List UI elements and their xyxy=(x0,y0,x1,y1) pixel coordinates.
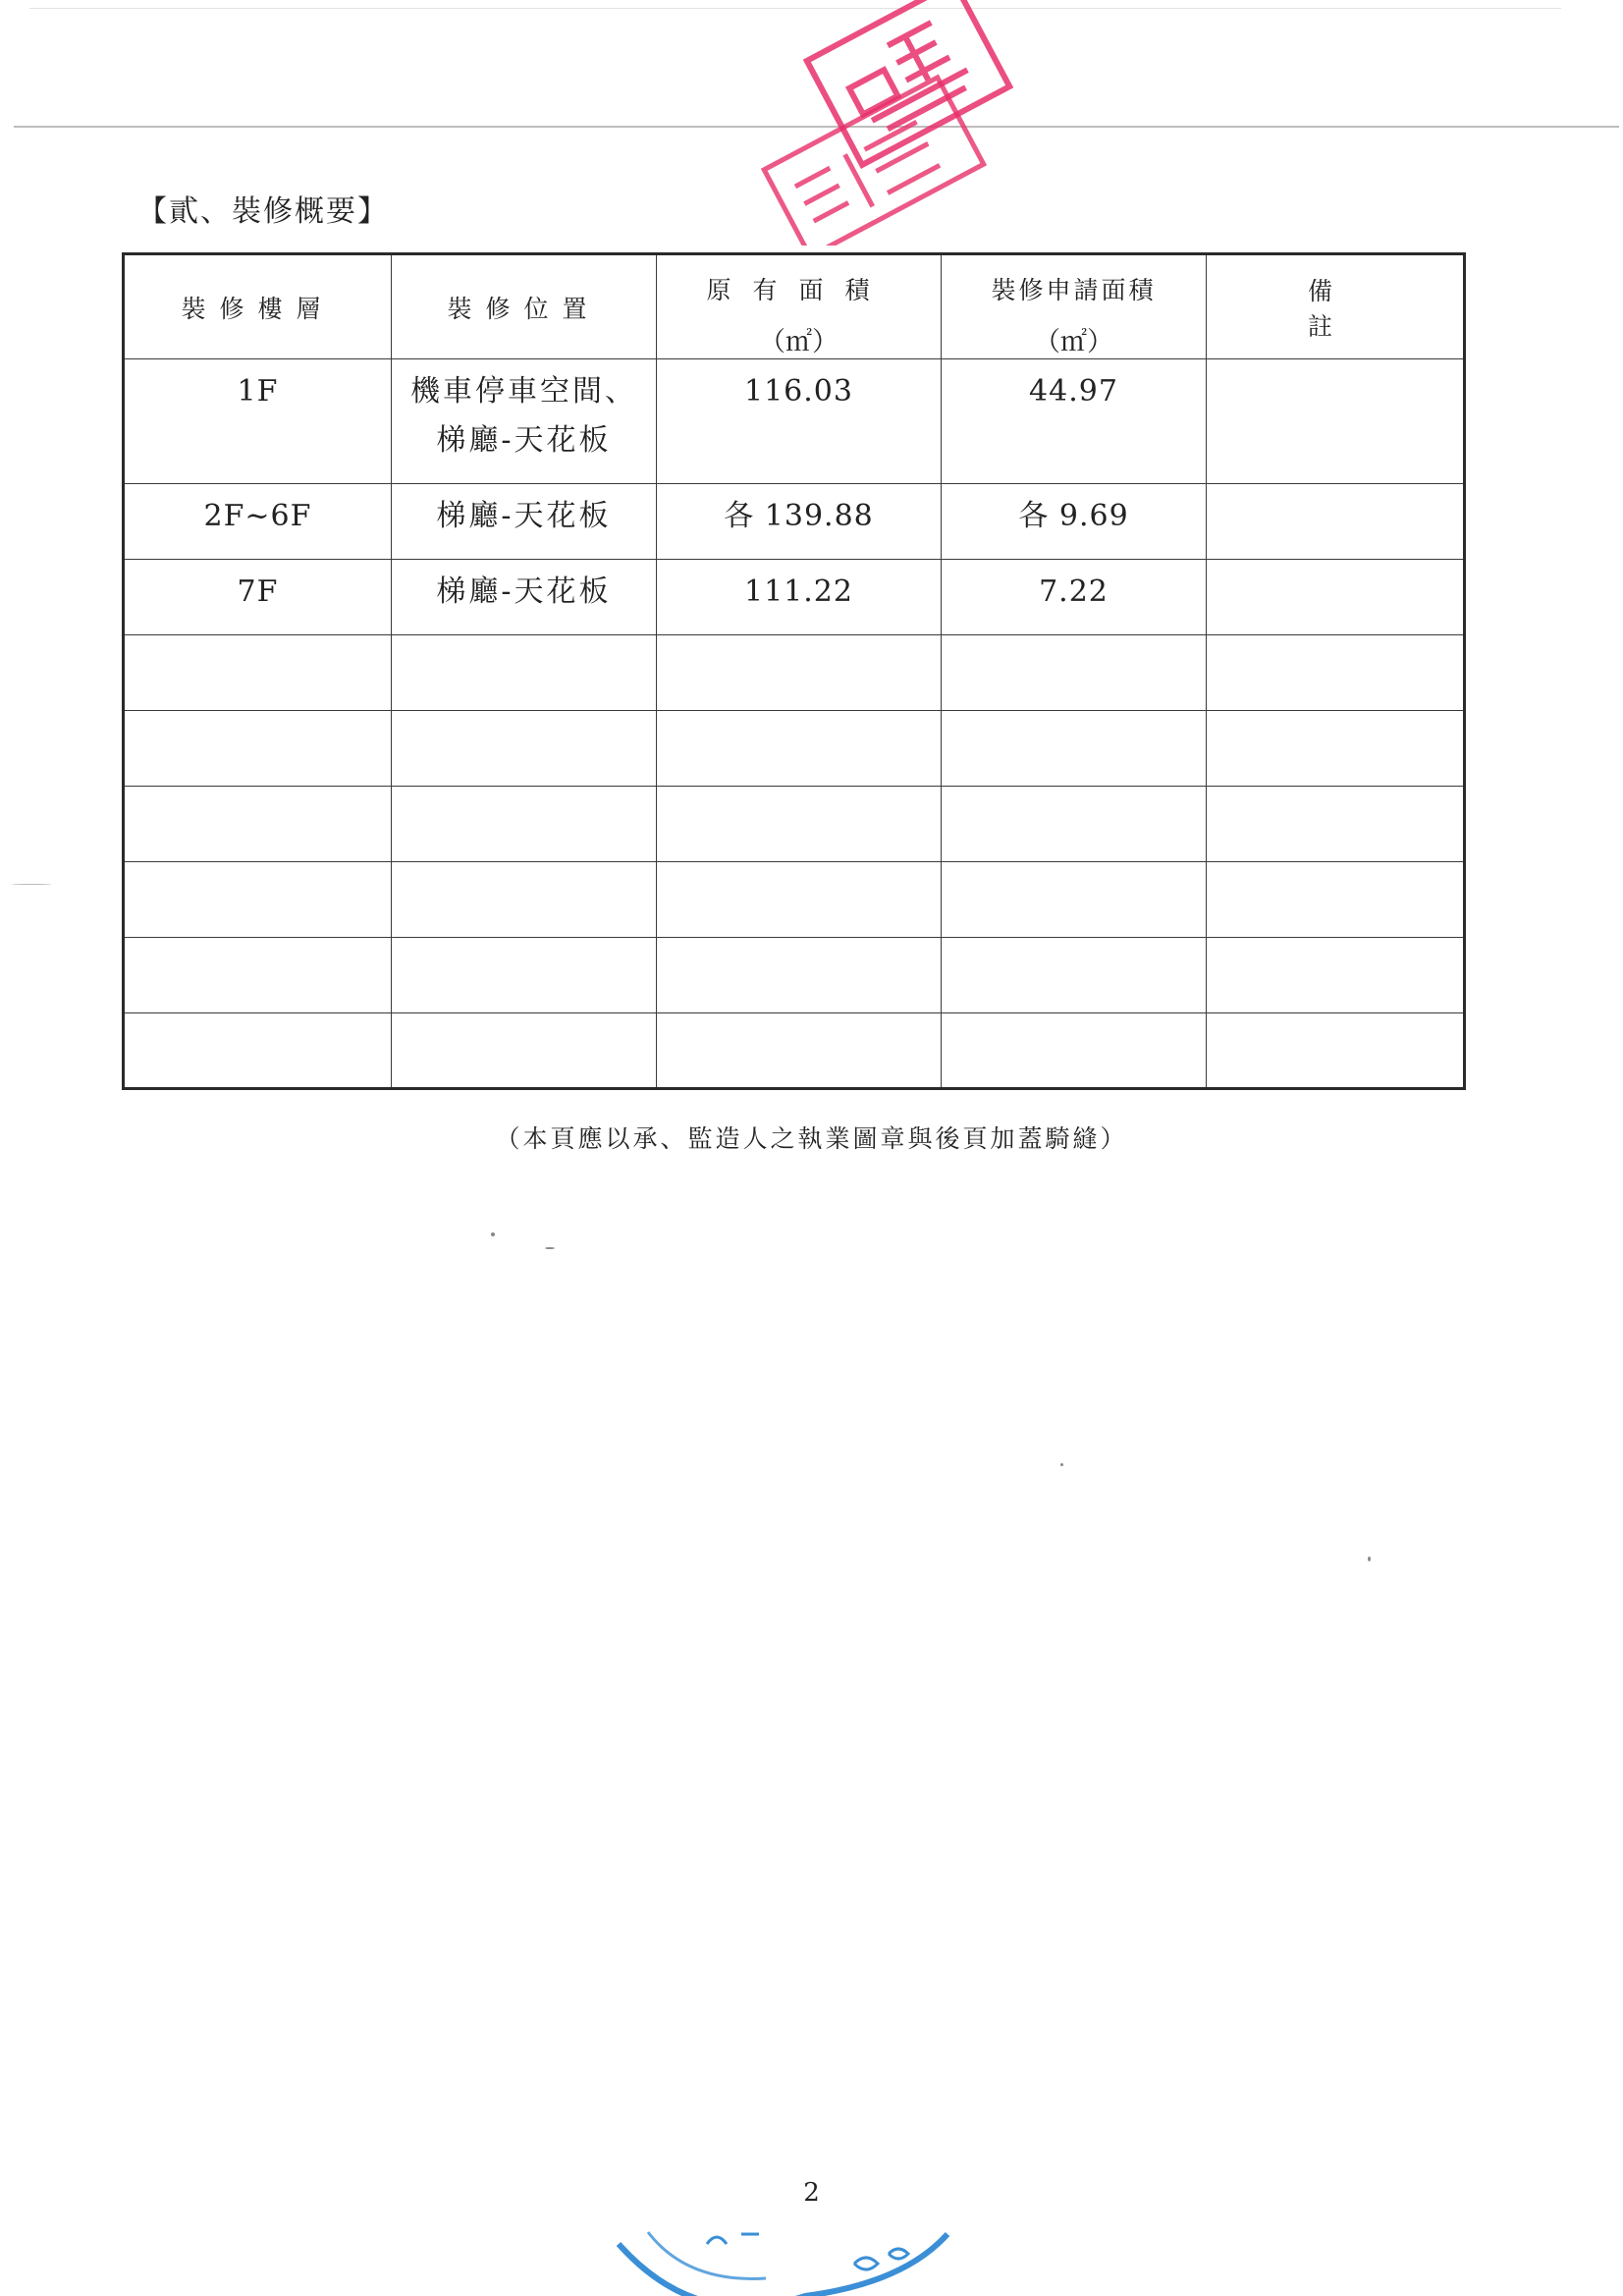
page-number: 2 xyxy=(803,2178,820,2208)
seal-instruction-note: （本頁應以承、監造人之執業圖章與後頁加蓋騎縫） xyxy=(495,1124,1128,1153)
table-row-empty xyxy=(124,787,1465,862)
cell-original-area: 116.03 xyxy=(657,359,942,484)
table-row-empty xyxy=(124,635,1465,711)
header-floor: 裝修樓層 xyxy=(124,254,392,359)
header-notes: 備註 xyxy=(1207,254,1465,359)
cell-original-area: 各 139.88 xyxy=(657,484,942,560)
cell-notes xyxy=(1207,560,1465,635)
scan-speck xyxy=(1060,1463,1063,1466)
table-row xyxy=(124,359,1465,484)
red-seal-stamp xyxy=(756,0,1080,246)
cell-location: 梯廳-天花板 xyxy=(392,560,657,635)
scan-speck xyxy=(491,1232,495,1236)
header-requested-area: 裝修申請面積 （㎡） xyxy=(942,254,1207,359)
header-requested-area-unit: （㎡） xyxy=(1034,327,1113,357)
cell-floor: 2F~6F xyxy=(124,484,392,560)
seal-upper xyxy=(807,0,1009,165)
table-row xyxy=(124,484,1465,560)
table-row-empty xyxy=(124,862,1465,938)
cell-location: 機車停車空間、 梯廳-天花板 xyxy=(392,359,657,484)
cell-notes xyxy=(1207,359,1465,484)
cell-requested-area: 7.22 xyxy=(942,560,1207,635)
table-row xyxy=(124,560,1465,635)
section-title: 【貳、裝修概要】 xyxy=(137,194,389,229)
table-row-empty xyxy=(124,711,1465,787)
header-original-area: 原有面積 （㎡） xyxy=(657,254,942,359)
renovation-summary-table xyxy=(122,252,1466,1090)
cell-notes xyxy=(1207,484,1465,560)
header-original-area-unit: （㎡） xyxy=(759,327,839,357)
cell-requested-area: 44.97 xyxy=(942,359,1207,484)
cell-floor: 7F xyxy=(124,560,392,635)
scan-speck xyxy=(12,884,51,885)
header-location: 裝修位置 xyxy=(392,254,657,359)
scan-speck xyxy=(545,1247,555,1249)
table-header-row xyxy=(124,254,1465,359)
cell-location: 梯廳-天花板 xyxy=(392,484,657,560)
cell-original-area: 111.22 xyxy=(657,560,942,635)
table-row-empty xyxy=(124,938,1465,1013)
scan-speck xyxy=(1368,1557,1371,1561)
cell-requested-area: 各 9.69 xyxy=(942,484,1207,560)
table-row-empty xyxy=(124,1013,1465,1089)
cell-floor: 1F xyxy=(124,359,392,484)
blue-seal-stamp xyxy=(609,2224,962,2296)
